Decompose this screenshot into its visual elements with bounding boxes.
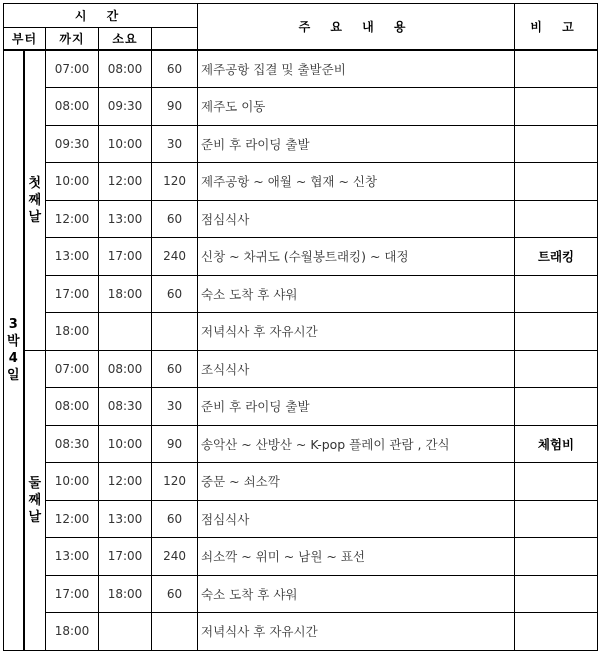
from-header: 부터 <box>4 28 46 50</box>
duration-cell: 60 <box>152 575 198 613</box>
activity-cell: 송악산 ~ 산방산 ~ K-pop 플레이 관람 , 간식 <box>198 425 515 463</box>
start-time-cell: 13:00 <box>46 538 99 576</box>
activity-cell: 점심식사 <box>198 500 515 538</box>
note-cell <box>515 613 598 651</box>
end-time-cell <box>99 313 152 351</box>
table-row <box>4 275 598 313</box>
table-row <box>4 500 598 538</box>
end-time-cell: 09:30 <box>99 88 152 126</box>
duration-cell: 60 <box>152 500 198 538</box>
start-time-cell: 17:00 <box>46 275 99 313</box>
table-row <box>4 425 598 463</box>
start-time-cell: 08:00 <box>46 388 99 426</box>
table-row <box>4 388 598 426</box>
end-time-cell: 18:00 <box>99 275 152 313</box>
note-cell: 체험비 <box>515 425 598 463</box>
table-row <box>4 50 598 88</box>
table-row <box>4 613 598 651</box>
day-label-char: 둘 <box>28 475 42 491</box>
note-cell <box>515 538 598 576</box>
activity-cell: 제주도 이동 <box>198 88 515 126</box>
note-cell <box>515 575 598 613</box>
start-time-cell: 09:30 <box>46 125 99 163</box>
duration-cell: 240 <box>152 538 198 576</box>
end-time-cell: 17:00 <box>99 238 152 276</box>
duration-cell: 60 <box>152 275 198 313</box>
activity-cell: 제주공항 집결 및 출발준비 <box>198 50 515 88</box>
note-cell <box>515 350 598 388</box>
activity-cell: 점심식사 <box>198 200 515 238</box>
note-cell <box>515 388 598 426</box>
table-row <box>4 313 598 351</box>
end-time-cell <box>99 613 152 651</box>
activity-cell: 저녁식사 후 자유시간 <box>198 613 515 651</box>
table-row <box>4 575 598 613</box>
end-time-cell: 18:00 <box>99 575 152 613</box>
activity-cell: 조식식사 <box>198 350 515 388</box>
duration-cell: 120 <box>152 163 198 201</box>
duration-cell: 90 <box>152 425 198 463</box>
table-row <box>4 538 598 576</box>
end-time-cell: 12:00 <box>99 163 152 201</box>
note-cell: 트래킹 <box>515 238 598 276</box>
day-label-char: 첫 <box>28 175 42 191</box>
table-row <box>4 200 598 238</box>
note-cell <box>515 275 598 313</box>
activity-cell: 쇠소깍 ~ 위미 ~ 남원 ~ 표선 <box>198 538 515 576</box>
day-label <box>24 50 46 351</box>
note-cell <box>515 163 598 201</box>
activity-cell: 준비 후 라이딩 출발 <box>198 388 515 426</box>
table-row <box>4 125 598 163</box>
day-label-char: 째 <box>28 492 42 508</box>
note-cell <box>515 200 598 238</box>
duration-header: 소요 <box>99 28 152 50</box>
end-time-cell: 10:00 <box>99 425 152 463</box>
day-label <box>24 350 46 650</box>
day-label-char: 날 <box>28 209 42 225</box>
end-time-cell: 08:00 <box>99 50 152 88</box>
start-time-cell: 07:00 <box>46 350 99 388</box>
duration-cell: 60 <box>152 350 198 388</box>
schedule-table <box>3 3 598 651</box>
start-time-cell: 07:00 <box>46 50 99 88</box>
duration-cell: 90 <box>152 88 198 126</box>
to-header: 까지 <box>46 28 99 50</box>
activity-cell: 저녁식사 후 자유시간 <box>198 313 515 351</box>
trip-label-char: 3 <box>8 317 18 332</box>
start-time-cell: 10:00 <box>46 163 99 201</box>
end-time-cell: 13:00 <box>99 200 152 238</box>
end-time-cell: 08:00 <box>99 350 152 388</box>
activity-cell: 숙소 도착 후 샤워 <box>198 275 515 313</box>
table-row <box>4 88 598 126</box>
start-time-cell: 08:00 <box>46 88 99 126</box>
duration-cell: 60 <box>152 200 198 238</box>
duration-cell: 30 <box>152 125 198 163</box>
duration-cell: 240 <box>152 238 198 276</box>
trip-label-char: 4 <box>8 351 18 366</box>
note-cell <box>515 500 598 538</box>
note-cell <box>515 88 598 126</box>
table-row <box>4 238 598 276</box>
duration-cell <box>152 313 198 351</box>
duration-cell: 120 <box>152 463 198 501</box>
activity-cell: 중문 ~ 쇠소깍 <box>198 463 515 501</box>
trip-label-char: 일 <box>6 368 20 383</box>
note-cell <box>515 50 598 88</box>
trip-duration-label <box>4 50 24 651</box>
start-time-cell: 18:00 <box>46 313 99 351</box>
end-time-cell: 12:00 <box>99 463 152 501</box>
table-row <box>4 163 598 201</box>
end-time-cell: 10:00 <box>99 125 152 163</box>
note-cell <box>515 463 598 501</box>
content-header: 주 요 내 용 <box>198 4 515 50</box>
start-time-cell: 08:30 <box>46 425 99 463</box>
end-time-cell: 13:00 <box>99 500 152 538</box>
note-header: 비 고 <box>515 4 598 50</box>
activity-cell: 숙소 도착 후 샤워 <box>198 575 515 613</box>
trip-label-char: 박 <box>6 334 20 349</box>
note-cell <box>515 125 598 163</box>
start-time-cell: 12:00 <box>46 500 99 538</box>
duration-cell <box>152 613 198 651</box>
duration-cell: 60 <box>152 50 198 88</box>
start-time-cell: 13:00 <box>46 238 99 276</box>
table-row <box>4 463 598 501</box>
start-time-cell: 10:00 <box>46 463 99 501</box>
time-header: 시 간 <box>4 4 198 28</box>
activity-cell: 신창 ~ 차귀도 (수월봉트래킹) ~ 대정 <box>198 238 515 276</box>
day-label-char: 날 <box>28 509 42 525</box>
activity-cell: 제주공항 ~ 애월 ~ 협재 ~ 신창 <box>198 163 515 201</box>
duration-cell: 30 <box>152 388 198 426</box>
start-time-cell: 17:00 <box>46 575 99 613</box>
activity-cell: 준비 후 라이딩 출발 <box>198 125 515 163</box>
start-time-cell: 12:00 <box>46 200 99 238</box>
end-time-cell: 17:00 <box>99 538 152 576</box>
table-row <box>4 350 598 388</box>
note-cell <box>515 313 598 351</box>
end-time-cell: 08:30 <box>99 388 152 426</box>
day-label-char: 째 <box>28 192 42 208</box>
start-time-cell: 18:00 <box>46 613 99 651</box>
